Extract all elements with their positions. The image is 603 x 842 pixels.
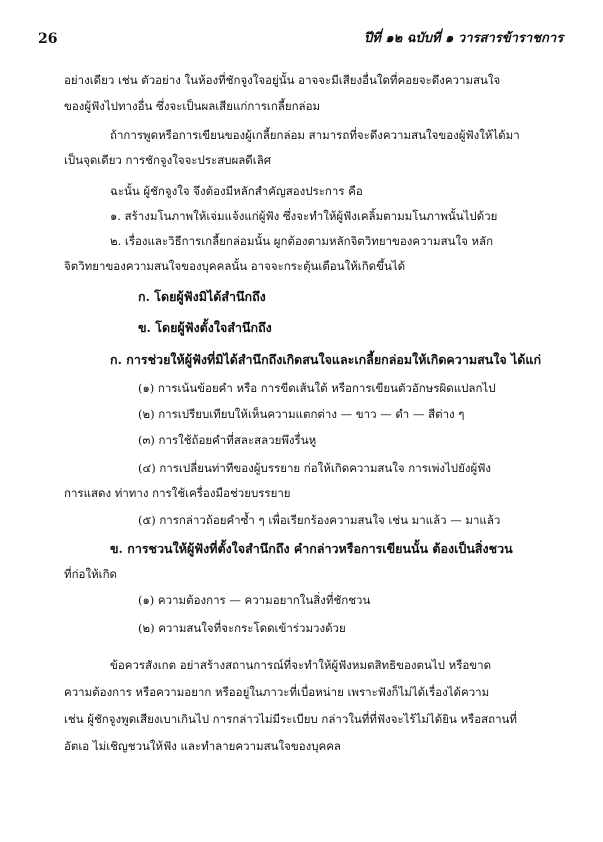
text-line: จิตวิทยาของความสนใจของบุคคลนั้น อาจจะกระตุ้นเตือนให้เกิดขึ้นได้ xyxy=(64,259,406,273)
text-line: อย่างเดียว เช่น ตัวอย่าง ในห้องที่ชักจูงใจอยู่นั้น อาจจะมีเสียงอื่นใดที่คอยจะดึงความสนใจ xyxy=(64,73,501,87)
list-item: (๑) ความต้องการ — ความอยากในสิ่งที่ชักชวน xyxy=(138,593,371,607)
text-line: ความต้องการ หรือความอยาก หรืออยู่ในภาวะที่เบื่อหน่าย เพราะฟังก็ไม่ได้เรื่องได้ความ xyxy=(64,685,490,699)
list-item: (๔) การเปลี่ยนท่าทีของผู้บรรยาย ก่อให้เกิดความสนใจ การเพ่งไปยังผู้ฟัง xyxy=(138,461,491,475)
list-heading: ก. โดยผู้ฟังมิได้สำนึกถึง xyxy=(138,289,266,304)
running-title: ปีที่ ๑๒ ฉบับที่ ๑ วารสารข้าราชการ xyxy=(364,31,564,46)
text-line: ของผู้ฟังไปทางอื่น ซึ่งจะเป็นผลเสียแก่การเกลี้ยกล่อม xyxy=(64,99,321,113)
note-line: ข้อควรสังเกต อย่าสร้างสถานการณ์ที่จะทำให้ผู้ฟังหมดสิทธิของตนไป หรือขาด xyxy=(110,658,492,672)
text-line: เช่น ผู้ชักจูงพูดเสียงเบาเกินไป การกล่าวไม่มีระเบียบ กล่าวในที่ที่ฟังจะไร้ไม่ได้ยิน หรือสถานที่ xyxy=(64,712,518,726)
text-line: อัตเอ ไม่เชิญชวนให้ฟัง และทำลายความสนใจของบุคคล xyxy=(64,739,341,753)
list-item: (๒) ความสนใจที่จะกระโดดเข้าร่วมวงด้วย xyxy=(138,621,346,635)
section-heading: ก. การช่วยให้ผู้ฟังที่มิได้สำนึกถึงเกิดสนใจและเกลี้ยกล่อมให้เกิดความสนใจ ได้แก่ xyxy=(110,352,542,367)
text-line: เป็นจุดเดียว การชักจูงใจจะประสบผลดีเลิศ xyxy=(64,153,272,167)
text-line: ๑. สร้างมโนภาพให้เจ่มแจ้งแก่ผู้ฟัง ซึ่งจะทำให้ผู้ฟังเคลิ้มตามมโนภาพนั้นไปด้วย xyxy=(110,209,498,223)
text-line: การแสดง ท่าทาง การใช้เครื่องมือช่วยบรรยาย xyxy=(64,486,291,500)
page-number: 26 xyxy=(38,31,58,47)
list-heading: ข. โดยผู้ฟังตั้งใจสำนึกถึง xyxy=(138,320,272,335)
list-item: (๕) การกล่าวถ้อยคำซ้ำ ๆ เพื่อเรียกร้องความสนใจ เช่น มาแล้ว — มาแล้ว xyxy=(138,513,501,527)
text-line: ถ้าการพูดหรือการเขียนของผู้เกลี้ยกล่อม สามารถที่จะดึงความสนใจของผู้ฟังให้ได้มา xyxy=(110,128,520,142)
list-item: (๓) การใช้ถ้อยคำที่สละสลวยพึงรื่นหู xyxy=(138,433,317,447)
text-line: ที่ก่อให้เกิด xyxy=(64,567,118,581)
list-item: (๑) การเน้นข้อยคำ หรือ การขีดเส้นใต้ หรือการเขียนตัวอักษรผิดแปลกไป xyxy=(138,381,496,395)
list-item: (๒) การเปรียบเทียบให้เห็นความแตกต่าง — ขาว — ดำ — สีต่าง ๆ xyxy=(138,407,465,421)
section-heading: ข. การชวนให้ผู้ฟังที่ตั้งใจสำนึกถึง คำกล่าวหรือการเขียนนั้น ต้องเป็นสิ่งชวน xyxy=(110,541,513,556)
text-line: ๒. เรื่องและวิธีการเกลี้ยกล่อมนั้น ผูกต้องตามหลักจิตวิทยาของความสนใจ หลัก xyxy=(110,234,494,248)
text-line: ฉะนั้น ผู้ชักจูงใจ จึงต้องมีหลักสำคัญสองประการ คือ xyxy=(110,184,363,198)
